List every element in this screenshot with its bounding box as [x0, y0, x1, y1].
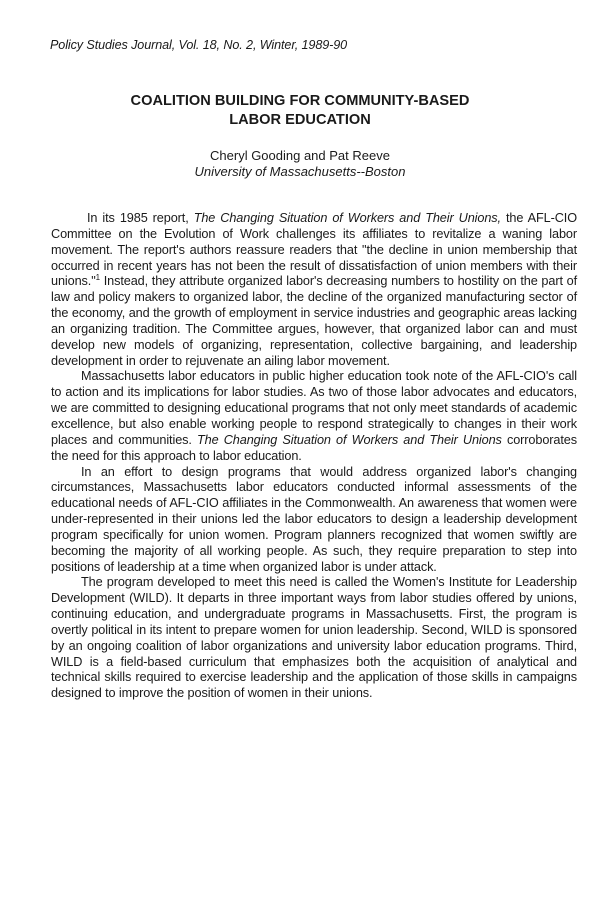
report-title-italic: The Changing Situation of Workers and Their Unions, — [193, 211, 501, 225]
affiliation: University of Massachusetts--Boston — [194, 164, 406, 179]
author-block — [0, 148, 600, 180]
journal-header: Policy Studies Journal, Vol. 18, No. 2, Winter, 1989-90 — [50, 38, 348, 52]
title-line-1: COALITION BUILDING FOR COMMUNITY-BASED — [130, 93, 470, 109]
article-body — [51, 211, 577, 702]
paragraph-1-text-c: Instead, they attribute organized labor's decreasing numbers to hostility on the part of law and policy makers to organized labor, the decline of the organized manufacturing sector of the economy, and the growth of employment in service industries and geographic areas lacking an organizing tradition. The Committee argues, however, that organized labor can and must develop new models of organizing, representation, collective bargaining, and leadership development in order to rejuvenate an ailing labor movement. — [51, 274, 577, 368]
authors: Cheryl Gooding and Pat Reeve — [210, 148, 390, 163]
paragraph-1 — [51, 211, 577, 369]
paragraph-1-text-a: In its 1985 report, — [87, 211, 194, 225]
paragraph-2-text-a: Massachusetts labor educators in public higher education took note of the AFL-CIO's call to action and its implications for labor studies. As two of those labor advocates and educators, we are committed to designing educational programs that not only meet standards of academic excellence, but also enable working people to respond strategically to changes in their work places and communities. — [51, 369, 577, 447]
paragraph-3: In an effort to design programs that would address organized labor's changing circumstances, Massachusetts labor educators conducted informal assessments of the educational needs of AFL-CIO affiliates in the Commonwealth. An awareness that women were under-represented in their unions led the labor educators to design a leadership development program specifically for union women. Program planners recognized that women swiftly are becoming the majority of all working people. As such, they require preparation to step into positions of leadership at a time when organized labor is under attack. — [51, 464, 577, 574]
paragraph-4: The program developed to meet this need is called the Women's Institute for Leadership Development (WILD). It departs in three important ways from labor studies offered by unions, continuing education, and undergraduate programs in Massachusetts. First, the program is overtly political in its intent to prepare women for union leadership. Second, WILD is sponsored by an ongoing coalition of labor organizations and university labor education programs. Third, WILD is a field-based curriculum that emphasizes both the acquisition of analytical and technical skills required to exercise leadership and the application of those skills in campaigns designed to improve the position of women in their unions. — [51, 575, 577, 701]
report-title-italic-2: The Changing Situation of Workers and Their Unions — [197, 432, 502, 447]
paragraph-2-text-b: corroborates the need for this approach to labor education. — [51, 432, 578, 463]
title-line-2: LABOR EDUCATION — [229, 112, 371, 128]
paragraph-1-text-b: the AFL-CIO Committee on the Evolution of Work challenges its affiliates to revitalize a waning labor movement. The report's authors reassure readers that "the decline in union membership that occurred in recent years has not been the result of dissatisfaction of union members with their unions." — [51, 211, 577, 289]
article-title — [0, 92, 600, 130]
paragraph-2 — [51, 369, 577, 464]
footnote-ref: 1 — [95, 273, 100, 283]
